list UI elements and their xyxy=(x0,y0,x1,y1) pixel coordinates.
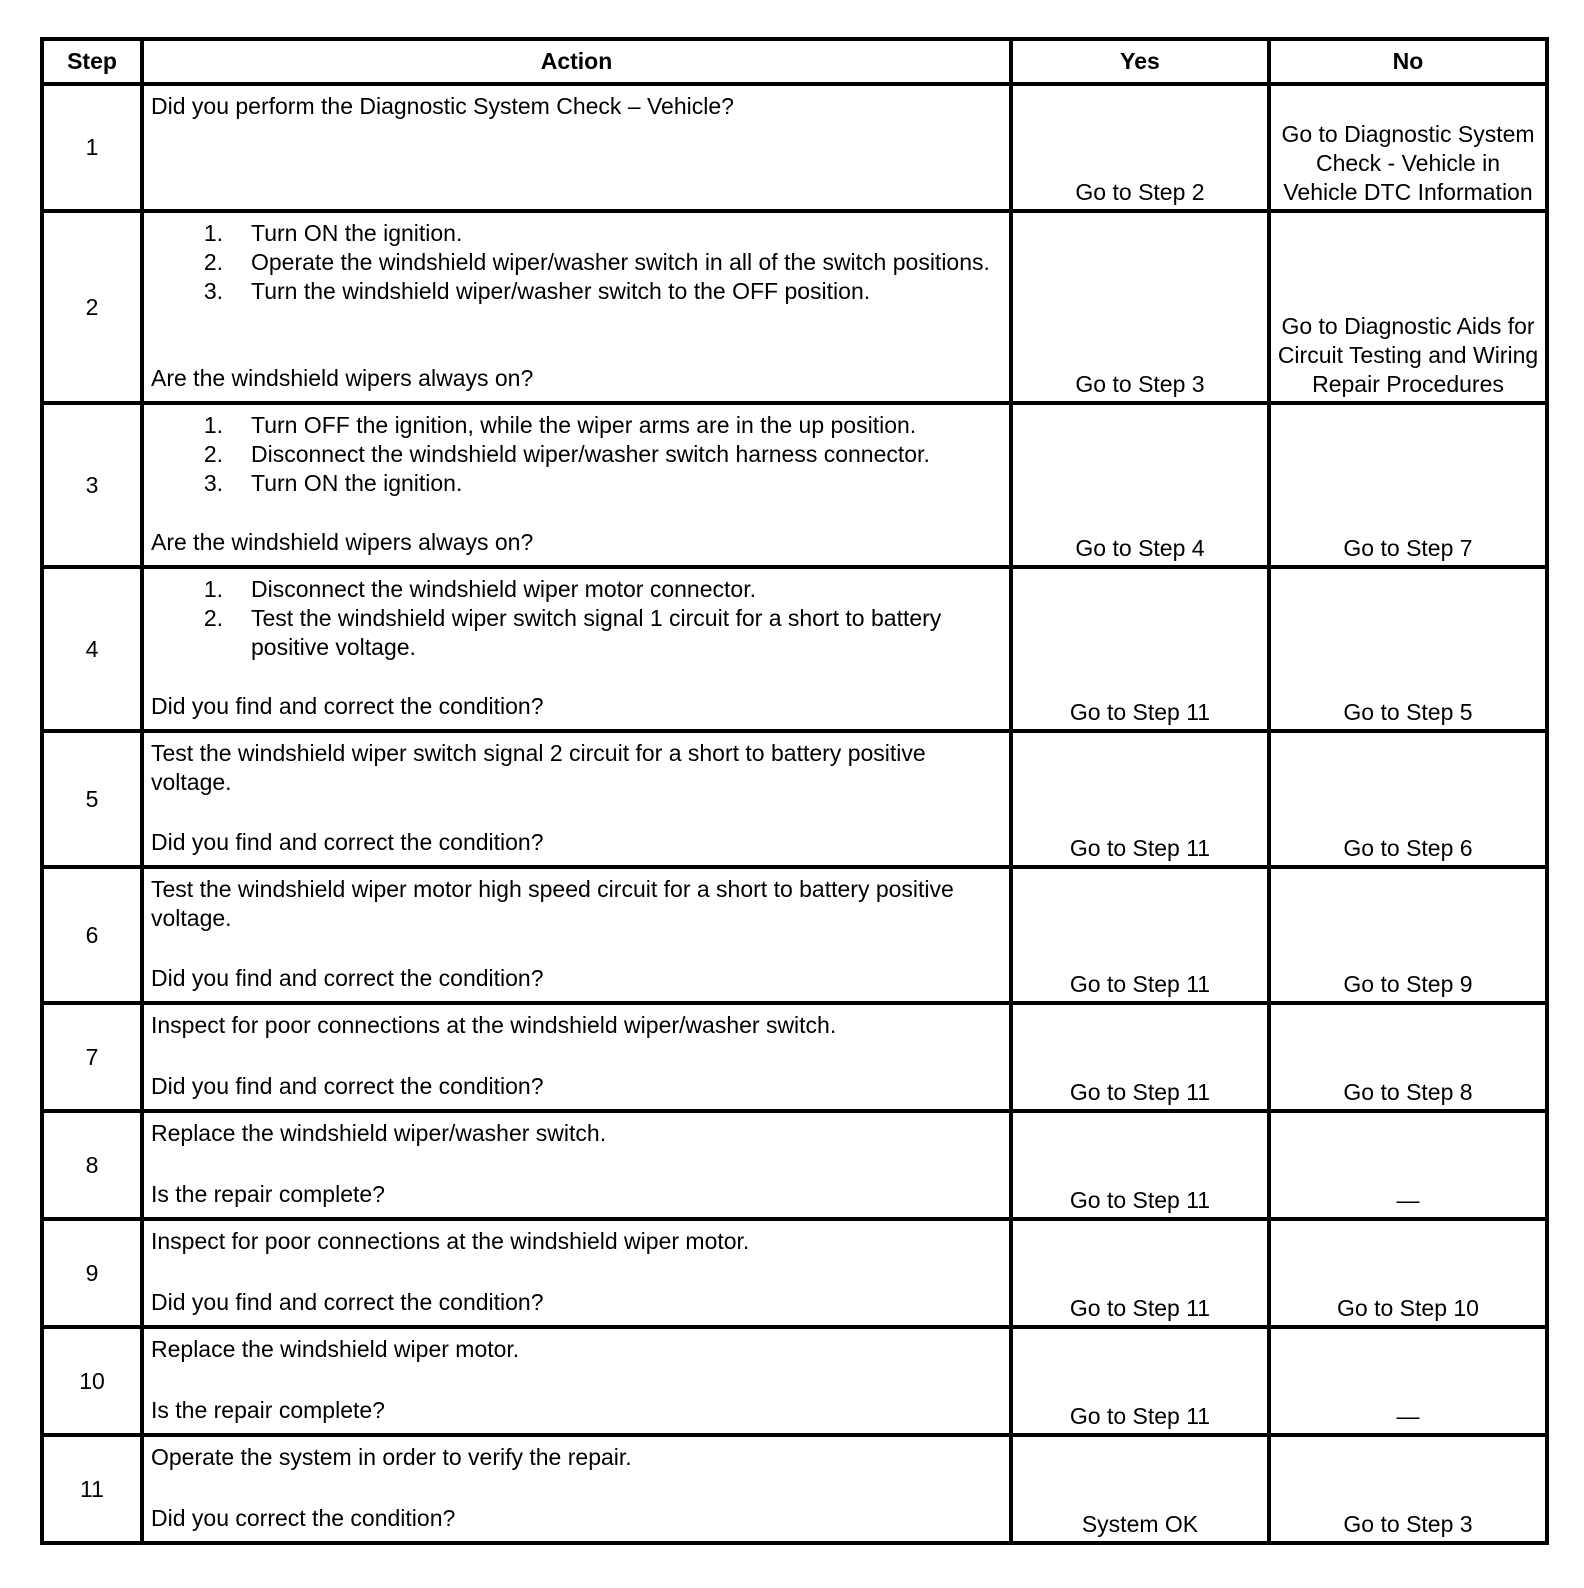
action-steps-list xyxy=(151,411,1001,498)
list-item-number: 3. xyxy=(203,470,223,496)
action-cell xyxy=(142,867,1011,1003)
step-number: 11 xyxy=(42,1435,142,1543)
action-text: Replace the windshield wiper motor. xyxy=(151,1336,520,1362)
list-item xyxy=(151,469,1001,498)
yes-result: Go to Step 11 xyxy=(1011,567,1269,731)
yes-result: Go to Step 4 xyxy=(1011,403,1269,567)
action-text: Replace the windshield wiper/washer switch. xyxy=(151,1120,607,1146)
list-item-number: 2. xyxy=(203,605,223,631)
step-number: 9 xyxy=(42,1219,142,1327)
table-body xyxy=(42,84,1547,1543)
list-item xyxy=(151,575,1001,604)
action-text: Test the windshield wiper switch signal 2 circuit for a short to battery positive voltage. xyxy=(151,740,926,795)
action-text: Inspect for poor connections at the windshield wiper motor. xyxy=(151,1228,750,1254)
no-result: — xyxy=(1269,1111,1547,1219)
list-item-text: Turn ON the ignition. xyxy=(251,220,463,246)
action-question: Did you find and correct the condition? xyxy=(151,965,544,991)
header-yes: Yes xyxy=(1011,39,1269,84)
yes-result: Go to Step 11 xyxy=(1011,867,1269,1003)
action-cell xyxy=(142,403,1011,567)
action-steps-list xyxy=(151,575,1001,662)
list-item-number: 1. xyxy=(203,576,223,602)
step-number: 1 xyxy=(42,84,142,211)
action-question: Did you find and correct the condition? xyxy=(151,1289,544,1315)
action-text: Inspect for poor connections at the windshield wiper/washer switch. xyxy=(151,1012,837,1038)
yes-result: Go to Step 2 xyxy=(1011,84,1269,211)
list-item-number: 2. xyxy=(203,441,223,467)
no-result: Go to Diagnostic Aids for Circuit Testing and Wiring Repair Procedures xyxy=(1269,211,1547,403)
list-item-text: Turn ON the ignition. xyxy=(251,470,463,496)
yes-result: Go to Step 3 xyxy=(1011,211,1269,403)
table-row xyxy=(42,84,1547,211)
action-cell xyxy=(142,84,1011,211)
list-item xyxy=(151,440,1001,469)
list-item xyxy=(151,604,1001,662)
step-number: 2 xyxy=(42,211,142,403)
no-result: — xyxy=(1269,1327,1547,1435)
action-cell xyxy=(142,1219,1011,1327)
table-row xyxy=(42,731,1547,867)
list-item-number: 1. xyxy=(203,220,223,246)
yes-result: System OK xyxy=(1011,1435,1269,1543)
table-row xyxy=(42,1327,1547,1435)
no-result: Go to Step 7 xyxy=(1269,403,1547,567)
diagnostic-table xyxy=(40,37,1549,1545)
action-question: Did you find and correct the condition? xyxy=(151,1073,544,1099)
step-number: 3 xyxy=(42,403,142,567)
no-result: Go to Step 6 xyxy=(1269,731,1547,867)
table-row xyxy=(42,211,1547,403)
step-number: 4 xyxy=(42,567,142,731)
list-item-text: Operate the windshield wiper/washer switch in all of the switch positions. xyxy=(251,249,990,275)
list-item-text: Disconnect the windshield wiper motor connector. xyxy=(251,576,756,602)
action-question: Is the repair complete? xyxy=(151,1181,385,1207)
action-cell xyxy=(142,1435,1011,1543)
table-row xyxy=(42,1435,1547,1543)
yes-result: Go to Step 11 xyxy=(1011,1003,1269,1111)
list-item xyxy=(151,411,1001,440)
action-question: Did you find and correct the condition? xyxy=(151,829,544,855)
no-result: Go to Diagnostic System Check - Vehicle in Vehicle DTC Information xyxy=(1269,84,1547,211)
action-cell xyxy=(142,731,1011,867)
action-cell xyxy=(142,211,1011,403)
action-cell xyxy=(142,1327,1011,1435)
table-row xyxy=(42,1003,1547,1111)
table-row xyxy=(42,1111,1547,1219)
action-question: Is the repair complete? xyxy=(151,1397,385,1423)
yes-result: Go to Step 11 xyxy=(1011,731,1269,867)
action-question: Are the windshield wipers always on? xyxy=(151,365,534,391)
step-number: 10 xyxy=(42,1327,142,1435)
list-item xyxy=(151,219,1001,248)
no-result: Go to Step 5 xyxy=(1269,567,1547,731)
table-row xyxy=(42,403,1547,567)
list-item-text: Turn OFF the ignition, while the wiper arms are in the up position. xyxy=(251,412,917,438)
action-cell xyxy=(142,1003,1011,1111)
no-result: Go to Step 8 xyxy=(1269,1003,1547,1111)
yes-result: Go to Step 11 xyxy=(1011,1219,1269,1327)
yes-result: Go to Step 11 xyxy=(1011,1327,1269,1435)
action-question: Did you correct the condition? xyxy=(151,1505,456,1531)
header-action: Action xyxy=(142,39,1011,84)
action-text: Did you perform the Diagnostic System Check – Vehicle? xyxy=(151,93,734,119)
action-steps-list xyxy=(151,219,1001,306)
list-item-number: 2. xyxy=(203,249,223,275)
list-item-text: Disconnect the windshield wiper/washer switch harness connector. xyxy=(251,441,930,467)
table-row xyxy=(42,567,1547,731)
table-row xyxy=(42,1219,1547,1327)
step-number: 5 xyxy=(42,731,142,867)
list-item-number: 1. xyxy=(203,412,223,438)
action-cell xyxy=(142,567,1011,731)
list-item xyxy=(151,248,1001,277)
action-text: Operate the system in order to verify the repair. xyxy=(151,1444,632,1470)
step-number: 6 xyxy=(42,867,142,1003)
header-step: Step xyxy=(42,39,142,84)
action-cell xyxy=(142,1111,1011,1219)
action-text: Test the windshield wiper motor high speed circuit for a short to battery positive voltage. xyxy=(151,876,954,931)
action-question: Did you find and correct the condition? xyxy=(151,693,544,719)
list-item-text: Test the windshield wiper switch signal 1 circuit for a short to battery positive voltage. xyxy=(251,605,942,660)
no-result: Go to Step 10 xyxy=(1269,1219,1547,1327)
list-item xyxy=(151,277,1001,306)
header-row xyxy=(42,39,1547,84)
action-question: Are the windshield wipers always on? xyxy=(151,529,534,555)
table-row xyxy=(42,867,1547,1003)
step-number: 8 xyxy=(42,1111,142,1219)
no-result: Go to Step 3 xyxy=(1269,1435,1547,1543)
step-number: 7 xyxy=(42,1003,142,1111)
list-item-text: Turn the windshield wiper/washer switch to the OFF position. xyxy=(251,278,871,304)
yes-result: Go to Step 11 xyxy=(1011,1111,1269,1219)
no-result: Go to Step 9 xyxy=(1269,867,1547,1003)
list-item-number: 3. xyxy=(203,278,223,304)
header-no: No xyxy=(1269,39,1547,84)
